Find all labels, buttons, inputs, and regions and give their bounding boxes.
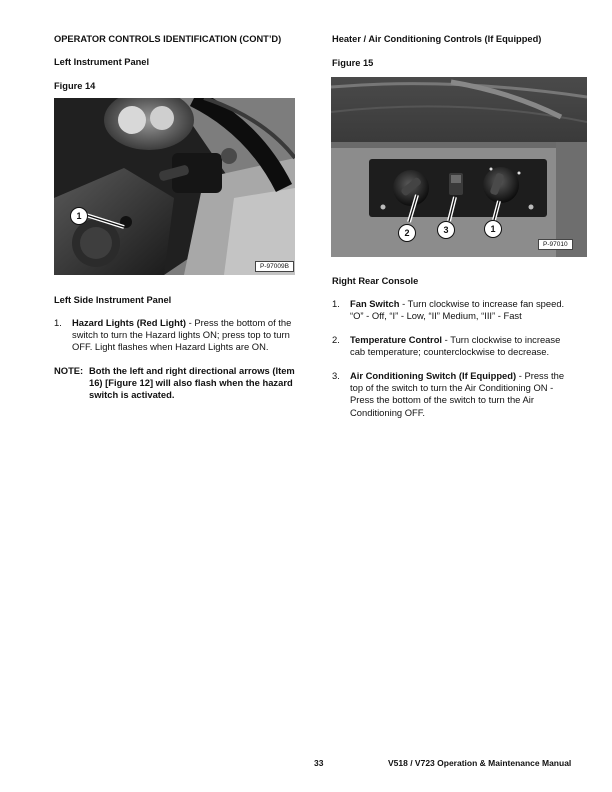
left-side-panel-title: Left Side Instrument Panel	[54, 295, 172, 305]
item-number: 3.	[332, 370, 340, 381]
item-text-line3: OFF. Light flashes when Hazard Lights are ON.	[72, 341, 269, 353]
note-line2: 16) [Figure 12] will also flash when the hazard	[89, 377, 293, 389]
note-line3: switch is activated.	[89, 389, 175, 401]
subtitle-left-instrument-panel: Left Instrument Panel	[54, 57, 150, 67]
note-block	[54, 365, 310, 405]
note-label: NOTE:	[54, 365, 84, 376]
item-text-line1: - Turn clockwise to increase fan speed.	[399, 298, 565, 309]
item-text-line1: - Press the bottom of the	[186, 317, 292, 328]
note-line1: Both the left and right directional arrows (Item	[89, 365, 295, 376]
item-number: 1.	[332, 298, 340, 309]
item-number: 2.	[332, 334, 340, 345]
item-number: 1.	[54, 317, 62, 328]
hazard-lights-item	[54, 317, 310, 357]
callout-3: 3	[437, 221, 455, 239]
figure-14-code: P-97009B	[255, 261, 294, 272]
hvac-console-illustration	[331, 77, 587, 257]
callout-1: 1	[70, 207, 88, 225]
air-conditioning-switch-item	[332, 370, 588, 420]
right-rear-console-title: Right Rear Console	[332, 276, 419, 286]
temperature-control-item	[332, 334, 588, 360]
item-text-line1: - Press the	[516, 370, 565, 381]
item-text-line2: “O” - Off, “I” - Low, “II” Medium, “III” - Fast	[350, 310, 522, 322]
item-text-line2: top of the switch to turn the Air Conditioning ON -	[350, 382, 554, 394]
section-title-left: OPERATOR CONTROLS IDENTIFICATION (CONT’D)	[54, 34, 282, 44]
item-name: Air Conditioning Switch (If Equipped)	[350, 370, 517, 381]
fan-switch-item	[332, 298, 588, 324]
figure-15-label: Figure 15	[332, 58, 374, 68]
item-text-line4: Conditioning OFF.	[350, 406, 426, 418]
item-name: Fan Switch	[350, 298, 400, 309]
item-text-line1: - Turn clockwise to increase	[442, 334, 561, 345]
figure-15-photo	[331, 77, 587, 257]
item-text-line2: cab temperature; counterclockwise to decrease.	[350, 346, 550, 358]
item-text-line3: Press the bottom of the switch to turn the Air	[350, 394, 534, 406]
figure-14-label: Figure 14	[54, 81, 96, 91]
item-name: Temperature Control	[350, 334, 443, 345]
item-name: Hazard Lights (Red Light)	[72, 317, 187, 328]
figure-15-code: P-97010	[538, 239, 573, 250]
instrument-panel-illustration	[54, 98, 295, 275]
figure-14-photo	[54, 98, 295, 275]
callout-2: 2	[398, 224, 416, 242]
section-title-right: Heater / Air Conditioning Controls (If Equipped)	[332, 34, 542, 44]
item-text-line2: switch to turn the Hazard lights ON; press top to turn	[72, 329, 290, 341]
callout-1-right: 1	[484, 220, 502, 238]
manual-title: V518 / V723 Operation & Maintenance Manual	[388, 758, 572, 768]
page-number: 33	[314, 758, 324, 768]
